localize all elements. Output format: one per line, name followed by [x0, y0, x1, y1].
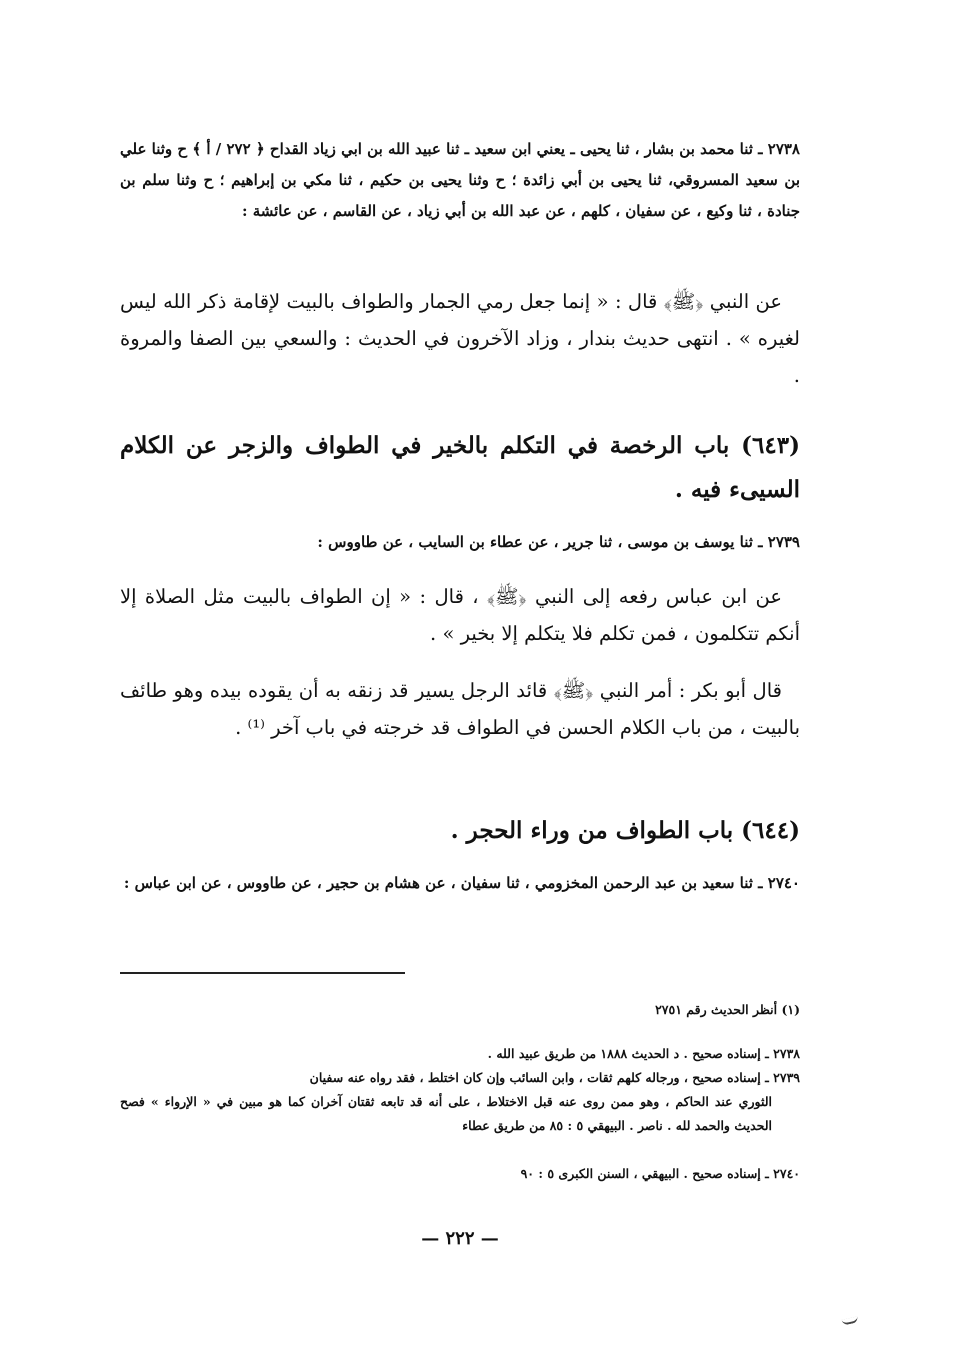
chapter-644-title: (٦٤٤) باب الطواف من وراء الحجر . [450, 817, 800, 844]
footnote-2738: ٢٧٣٨ ـ إسناده صحيح . د الحديث ١٨٨٨ من طريق عبيد الله . [487, 1046, 800, 1061]
footnote-2739-lead: ٢٧٣٩ ـ إسناده صحيح ، ورجاله كلهم ثقات ، وابن السائب وإن كان اختلط ، فقد رواه عنه سفيان [309, 1070, 800, 1085]
footnote-1: (١) أنظر الحديث رقم ٢٧٥١ [655, 1002, 800, 1017]
footnote-2739 [120, 1066, 800, 1138]
page-number: — ٢٢٢ — [421, 1228, 499, 1249]
hadith-2739-chain: ٢٧٣٩ ـ ثنا يوسف بن موسى ، ثنا جرير ، عن عطاء بن السايب ، عن طاووس : [317, 533, 800, 551]
hadith-2738-text: عن النبي ﴿ﷺ﴾ قال : « إنما جعل رمي الجمار والطواف بالبيت لإقامة ذكر الله ليس لغيره » . انتهى حديث بندار ، وزاد الآخرون في الحديث : والسعي بين الصفا والمروة . [120, 290, 800, 387]
hadith-2740-chain: ٢٧٤٠ ـ ثنا سعيد بن عبد الرحمن المخزومي ، ثنا سفيان ، عن هشام بن حجير ، عن طاووس ، عن ابن عباس : [123, 874, 800, 892]
hadith-2738-chain: ٢٧٣٨ ـ ثنا محمد بن بشار ، ثنا يحيى ـ يعني ابن سعيد ـ ثنا عبيد الله بن ابي زياد القداح ﴿ ٢٧٢ / أ ﴾ ح وثنا علي بن سعيد المسروقي، ثنا يحيى بن أبي زائدة ؛ ح وثنا يحيى بن حكيم ، ثنا مكي بن إبراهيم ؛ ح وثنا سلم بن جنادة ، ثنا وكيع ، عن سفيان ، كلهم ، عن عبد الله بن أبي زياد ، عن القاسم ، عن عائشة : [120, 140, 800, 220]
footnote-2740: ٢٧٤٠ ـ إسناده صحيح . البيهقي ، السنن الكبرى ٥ : ٩٠ [520, 1166, 800, 1181]
hadith-2739-note: قال أبو بكر : أمر النبي ﴿ﷺ﴾ قائد الرجل يسير قد زنقه به أن يقوده بيده وهو طائف بالبيت ، من باب الكلام الحسن في الطواف قد خرجته في باب آخر ⁽¹⁾ . [120, 679, 800, 739]
chapter-643-title: (٦٤٣) باب الرخصة في التكلم بالخير في الطواف والزجر عن الكلام السيىء فيه . [120, 432, 800, 503]
scan-mark [842, 1316, 859, 1325]
footnote-separator [120, 972, 405, 974]
book-page [120, 0, 800, 1372]
hadith-2739-text: عن ابن عباس رفعه إلى النبي ﴿ﷺ﴾ ، قال : « إن الطواف بالبيت مثل الصلاة إلا أنكم تتكلمون ، فمن تكلم فلا يتكلم إلا بخير » . [120, 585, 800, 645]
footnote-2739-rest: الثوري عند الحاكم ، وهو ممن روى عنه قبل الاختلاط ، على أنه قد تابعه ثقتان آخران كما هو مبين في « الإرواء » فصح الحديث والحمد لله . ناصر . البيهقي ٥ : ٨٥ من طريق عطاء [120, 1094, 772, 1133]
